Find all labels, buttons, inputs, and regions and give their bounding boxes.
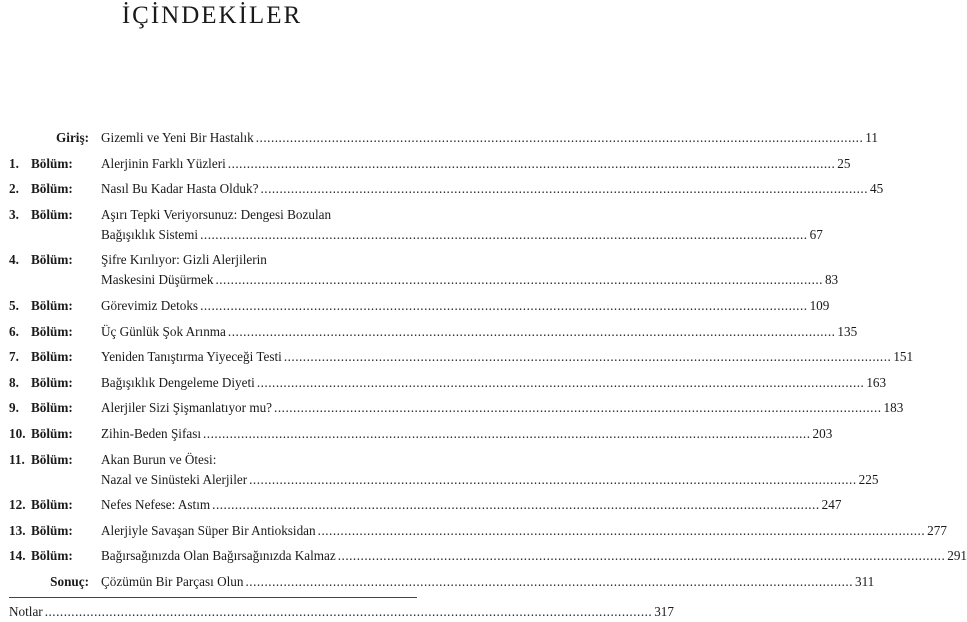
entry-title: Bağırsağınızda Olan Bağırsağınızda Kalmaz — [101, 548, 336, 564]
dot-leader — [215, 270, 823, 290]
page-number: 83 — [824, 272, 839, 288]
page-number: 277 — [927, 522, 947, 538]
page-number: 11 — [865, 130, 878, 145]
entry-title: Maskesini Düşürmek — [101, 272, 214, 288]
entry-label: Bölüm: — [31, 451, 73, 467]
toc-entry[interactable] — [9, 572, 875, 592]
entry-label: Bölüm: — [31, 349, 73, 365]
toc-entry[interactable] — [9, 250, 839, 290]
page-number: 135 — [837, 323, 858, 339]
dot-leader — [256, 128, 864, 148]
dot-leader — [249, 470, 857, 490]
chapter-number: 14. — [9, 548, 26, 564]
entry-label: Bölüm: — [31, 522, 73, 538]
toc-entry[interactable] — [9, 205, 823, 245]
entry-title-line — [101, 347, 913, 367]
page-number: 225 — [858, 471, 879, 487]
chapter-number: 6. — [9, 323, 19, 339]
entry-title: Alerjiler Sizi Şişmanlatıyor mu? — [101, 400, 273, 416]
entry-label: Bölüm: — [31, 323, 73, 339]
entry-title-line — [101, 154, 850, 174]
entry-label: Bölüm: — [31, 425, 73, 441]
dot-leader — [228, 154, 836, 174]
chapter-number — [9, 128, 31, 148]
entry-body — [89, 572, 874, 592]
entry-body — [89, 296, 829, 316]
toc-entry[interactable] — [9, 128, 878, 148]
entry-label: Bölüm: — [31, 155, 73, 171]
toc-entry[interactable] — [9, 424, 833, 444]
toc-entry[interactable] — [9, 322, 858, 342]
entry-body — [89, 521, 947, 541]
entry-title: Nazal ve Sinüsteki Alerjiler — [101, 471, 248, 487]
entry-label: Bölüm: — [31, 252, 73, 268]
chapter-number: 1. — [9, 155, 19, 171]
entry-body — [89, 322, 857, 342]
entry-title-line — [101, 398, 903, 418]
entry-title: Yeniden Tanıştırma Yiyeceği Testi — [101, 349, 282, 365]
entry-title-line — [101, 322, 857, 342]
entry-title-line — [101, 205, 823, 225]
chapter-number: 4. — [9, 252, 19, 268]
entry-body — [89, 205, 823, 245]
entry-title: Alerjinin Farklı Yüzleri — [101, 155, 226, 171]
chapter-number: 11. — [9, 451, 25, 467]
entry-title-line — [101, 296, 829, 316]
dot-leader — [284, 347, 892, 367]
entry-title: Aşırı Tepki Veriyorsunuz: Dengesi Bozulan — [101, 206, 332, 222]
entry-title-line — [101, 225, 823, 245]
separator-rule — [9, 597, 417, 598]
toc-entry[interactable] — [9, 179, 884, 199]
chapter-number: 10. — [9, 425, 26, 441]
page-number: 151 — [893, 349, 914, 365]
page-number: 109 — [809, 297, 830, 313]
toc-entry[interactable] — [9, 450, 879, 490]
entry-body — [89, 373, 886, 393]
dot-leader — [200, 225, 808, 245]
entry-title-line — [101, 424, 832, 444]
entry-body — [89, 347, 913, 367]
entry-body — [89, 495, 841, 515]
dot-leader — [228, 322, 836, 342]
chapter-number: 12. — [9, 497, 26, 513]
page-number: 25 — [837, 155, 851, 171]
page-number: 317 — [654, 603, 674, 619]
dot-leader — [212, 495, 820, 515]
chapter-number: 5. — [9, 297, 19, 313]
entry-body — [89, 546, 967, 566]
entry-title-line — [101, 179, 883, 199]
table-of-contents — [9, 128, 967, 622]
entry-label: Bölüm: — [31, 400, 73, 416]
dot-leader — [318, 521, 926, 541]
entry-title-line — [101, 250, 838, 270]
entry-title-line — [101, 521, 947, 541]
dot-leader — [245, 572, 853, 592]
entry-title: Çözümün Bir Parçası Olun — [101, 573, 244, 589]
entry-title: Bağışıklık Sistemi — [101, 226, 199, 242]
entry-body — [89, 424, 832, 444]
chapter-number: 7. — [9, 349, 19, 365]
page-number: 67 — [809, 226, 823, 242]
entry-body — [89, 179, 883, 199]
entry-title-line — [9, 602, 674, 622]
notes-label: Notlar — [9, 603, 43, 619]
toc-entry[interactable] — [9, 546, 967, 566]
entry-title-line — [101, 373, 886, 393]
entry-label: Bölüm: — [31, 206, 73, 222]
entry-title: Üç Günlük Şok Arınma — [101, 323, 226, 339]
entry-title: Nasıl Bu Kadar Hasta Olduk? — [101, 181, 259, 197]
chapter-number: 3. — [9, 206, 19, 222]
entry-label: Bölüm: — [31, 548, 73, 564]
dot-leader — [200, 296, 808, 316]
page-number: 203 — [812, 425, 833, 441]
entry-title-line — [101, 572, 874, 592]
toc-entry[interactable] — [9, 154, 851, 174]
chapter-number: 8. — [9, 374, 19, 390]
entry-label: Bölüm: — [31, 181, 73, 197]
page-number: 183 — [883, 400, 904, 416]
dot-leader — [203, 424, 811, 444]
entry-label: Bölüm: — [31, 297, 73, 313]
entry-title: Alerjiyle Savaşan Süper Bir Antioksidan — [101, 522, 316, 538]
toc-entry-notes[interactable] — [9, 602, 674, 622]
dot-leader — [274, 398, 882, 418]
entry-title-line — [101, 128, 878, 148]
entry-label: Bölüm: — [31, 497, 73, 513]
entry-title: Görevimiz Detoks — [101, 297, 199, 313]
toc-entry[interactable] — [9, 296, 830, 316]
page-number: 311 — [854, 573, 875, 589]
toc-entry[interactable] — [9, 495, 842, 515]
entry-label: Sonuç: — [50, 573, 89, 589]
page-number: 291 — [947, 548, 967, 564]
page-number: 45 — [869, 181, 884, 197]
entry-label: Bölüm: — [31, 374, 73, 390]
entry-body — [89, 128, 878, 148]
entry-title-line — [101, 270, 838, 290]
dot-leader — [260, 179, 868, 199]
entry-title: Nefes Nefese: Astım — [101, 497, 211, 513]
toc-entry[interactable] — [9, 373, 887, 393]
page-title: İÇİNDEKİLER — [121, 2, 303, 29]
entry-title-line — [101, 546, 967, 566]
entry-title-line — [101, 470, 878, 490]
toc-entry[interactable] — [9, 521, 947, 541]
entry-body — [89, 250, 838, 290]
entry-label: Giriş: — [56, 130, 89, 145]
chapter-number: 9. — [9, 400, 19, 416]
dot-leader — [257, 373, 865, 393]
toc-entry[interactable] — [9, 347, 914, 367]
entry-body — [89, 398, 903, 418]
entry-title: Zihin-Beden Şifası — [101, 425, 201, 441]
entry-title: Gizemli ve Yeni Bir Hastalık — [101, 130, 254, 145]
dot-leader — [45, 602, 653, 622]
page-number: 247 — [821, 497, 842, 513]
entry-title-line — [101, 495, 841, 515]
dot-leader — [338, 546, 946, 566]
entry-body — [89, 154, 850, 174]
entry-title: Şifre Kırılıyor: Gizli Alerjilerin — [101, 252, 267, 268]
entry-title-line — [101, 450, 878, 470]
chapter-number: 2. — [9, 181, 19, 197]
entry-body — [89, 450, 878, 490]
toc-entry[interactable] — [9, 398, 904, 418]
entry-title: Akan Burun ve Ötesi: — [101, 451, 217, 467]
entry-title: Bağışıklık Dengeleme Diyeti — [101, 374, 255, 390]
page-number: 163 — [866, 374, 887, 390]
chapter-number: 13. — [9, 522, 26, 538]
chapter-number — [9, 572, 31, 592]
